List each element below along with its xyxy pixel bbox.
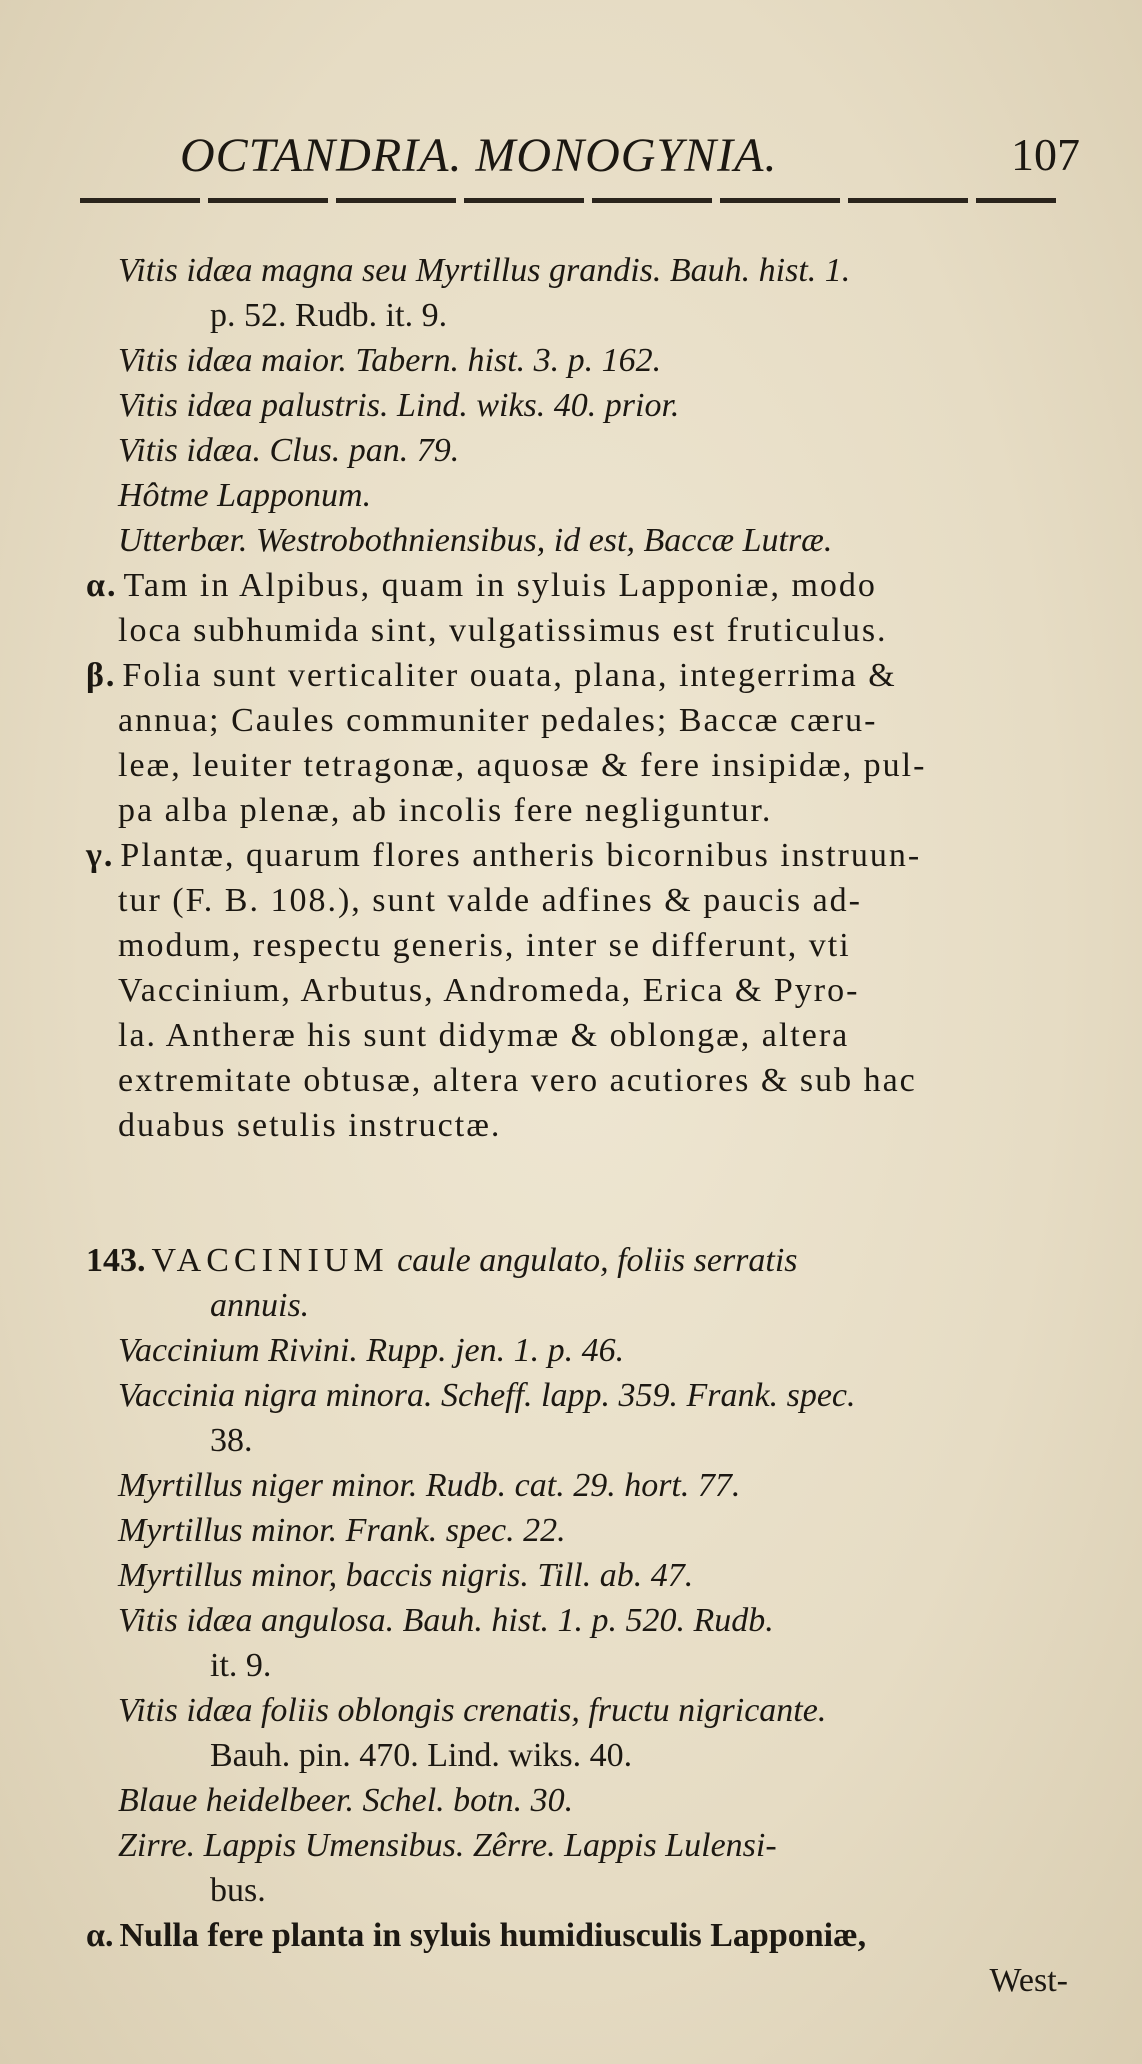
- text-line: Vitis idæa maior. Tabern. hist. 3. p. 162.: [118, 342, 662, 379]
- page-body: [86, 248, 1068, 2003]
- paragraph-mark: γ.: [86, 837, 115, 874]
- text-line: pa alba plenæ, ab incolis fere negliguntur.: [118, 792, 773, 829]
- catchword: West-: [989, 1962, 1068, 1999]
- text-line: [86, 653, 1068, 698]
- page-number: 107: [1011, 129, 1080, 180]
- text-line: Hôtme Lapponum.: [118, 477, 372, 514]
- genus-name: VACCINIUM: [151, 1242, 389, 1279]
- text-line: Vaccinium Rivini. Rupp. jen. 1. p. 46.: [118, 1332, 625, 1369]
- text-line: modum, respectu generis, inter se differunt, vti: [118, 927, 851, 964]
- species-diagnosis: caule angulato, foliis serratis: [397, 1242, 798, 1279]
- text-line: Vitis idæa angulosa. Bauh. hist. 1. p. 520. Rudb.: [118, 1602, 774, 1639]
- text-line: [86, 833, 1068, 878]
- section-gap: [118, 1148, 1068, 1238]
- text-line: [86, 1913, 1068, 1958]
- text-line: duabus setulis instructæ.: [118, 1107, 502, 1144]
- text-line: Blaue heidelbeer. Schel. botn. 30.: [118, 1782, 574, 1819]
- text-line: it. 9.: [210, 1647, 272, 1684]
- species-number: 143.: [86, 1242, 146, 1279]
- text-line: 38.: [210, 1422, 253, 1459]
- text-span: Plantæ, quarum flores antheris bicornibus instruun-: [120, 837, 922, 874]
- text-line: Myrtillus minor, baccis nigris. Till. ab. 47.: [118, 1557, 694, 1594]
- text-span: Folia sunt verticaliter ouata, plana, integerrima &: [122, 657, 897, 694]
- text-line: Utterbær. Westrobothniensibus, id est, Baccæ Lutræ.: [118, 522, 833, 559]
- text-line: bus.: [210, 1872, 266, 1909]
- text-line: annuis.: [210, 1287, 310, 1324]
- text-line: Bauh. pin. 470. Lind. wiks. 40.: [210, 1737, 633, 1774]
- text-line: Myrtillus niger minor. Rudb. cat. 29. hort. 77.: [118, 1467, 741, 1504]
- text-line: leæ, leuiter tetragonæ, aquosæ & fere insipidæ, pul-: [118, 747, 927, 784]
- text-line: Vitis idæa foliis oblongis crenatis, fructu nigricante.: [118, 1692, 827, 1729]
- text-line: Vaccinium, Arbutus, Andromeda, Erica & Pyro-: [118, 972, 860, 1009]
- text-line: Zirre. Lappis Umensibus. Zêrre. Lappis Lulensi-: [118, 1827, 777, 1864]
- page-header: [180, 128, 1080, 188]
- paragraph-mark: α.: [86, 567, 118, 604]
- text-line: annua; Caules communiter pedales; Baccæ cæru-: [118, 702, 878, 739]
- text-line: Vitis idæa magna seu Myrtillus grandis. Bauh. hist. 1.: [118, 252, 851, 289]
- species-heading: [86, 1238, 1068, 1283]
- catchword-line: [118, 1958, 1068, 2003]
- text-line: Vitis idæa. Clus. pan. 79.: [118, 432, 460, 469]
- text-line: [86, 563, 1068, 608]
- text-line: tur (F. B. 108.), sunt valde adfines & paucis ad-: [118, 882, 862, 919]
- text-line: p. 52. Rudb. it. 9.: [210, 297, 448, 334]
- paragraph-mark: β.: [86, 657, 117, 694]
- text-span: Tam in Alpibus, quam in syluis Lapponiæ, modo: [123, 567, 877, 604]
- paragraph-mark: α.: [86, 1917, 114, 1954]
- text-line: loca subhumida sint, vulgatissimus est fruticulus.: [118, 612, 888, 649]
- text-line: Myrtillus minor. Frank. spec. 22.: [118, 1512, 566, 1549]
- header-rule: [80, 198, 1056, 203]
- text-line: extremitate obtusæ, altera vero acutiores & sub hac: [118, 1062, 917, 1099]
- running-title: OCTANDRIA. MONOGYNIA.: [180, 129, 778, 182]
- text-line: la. Antheræ his sunt didymæ & oblongæ, altera: [118, 1017, 850, 1054]
- text-span: Nulla fere planta in syluis humidiusculis Lapponiæ,: [119, 1917, 867, 1954]
- text-line: Vitis idæa palustris. Lind. wiks. 40. prior.: [118, 387, 680, 424]
- text-line: Vaccinia nigra minora. Scheff. lapp. 359. Frank. spec.: [118, 1377, 856, 1414]
